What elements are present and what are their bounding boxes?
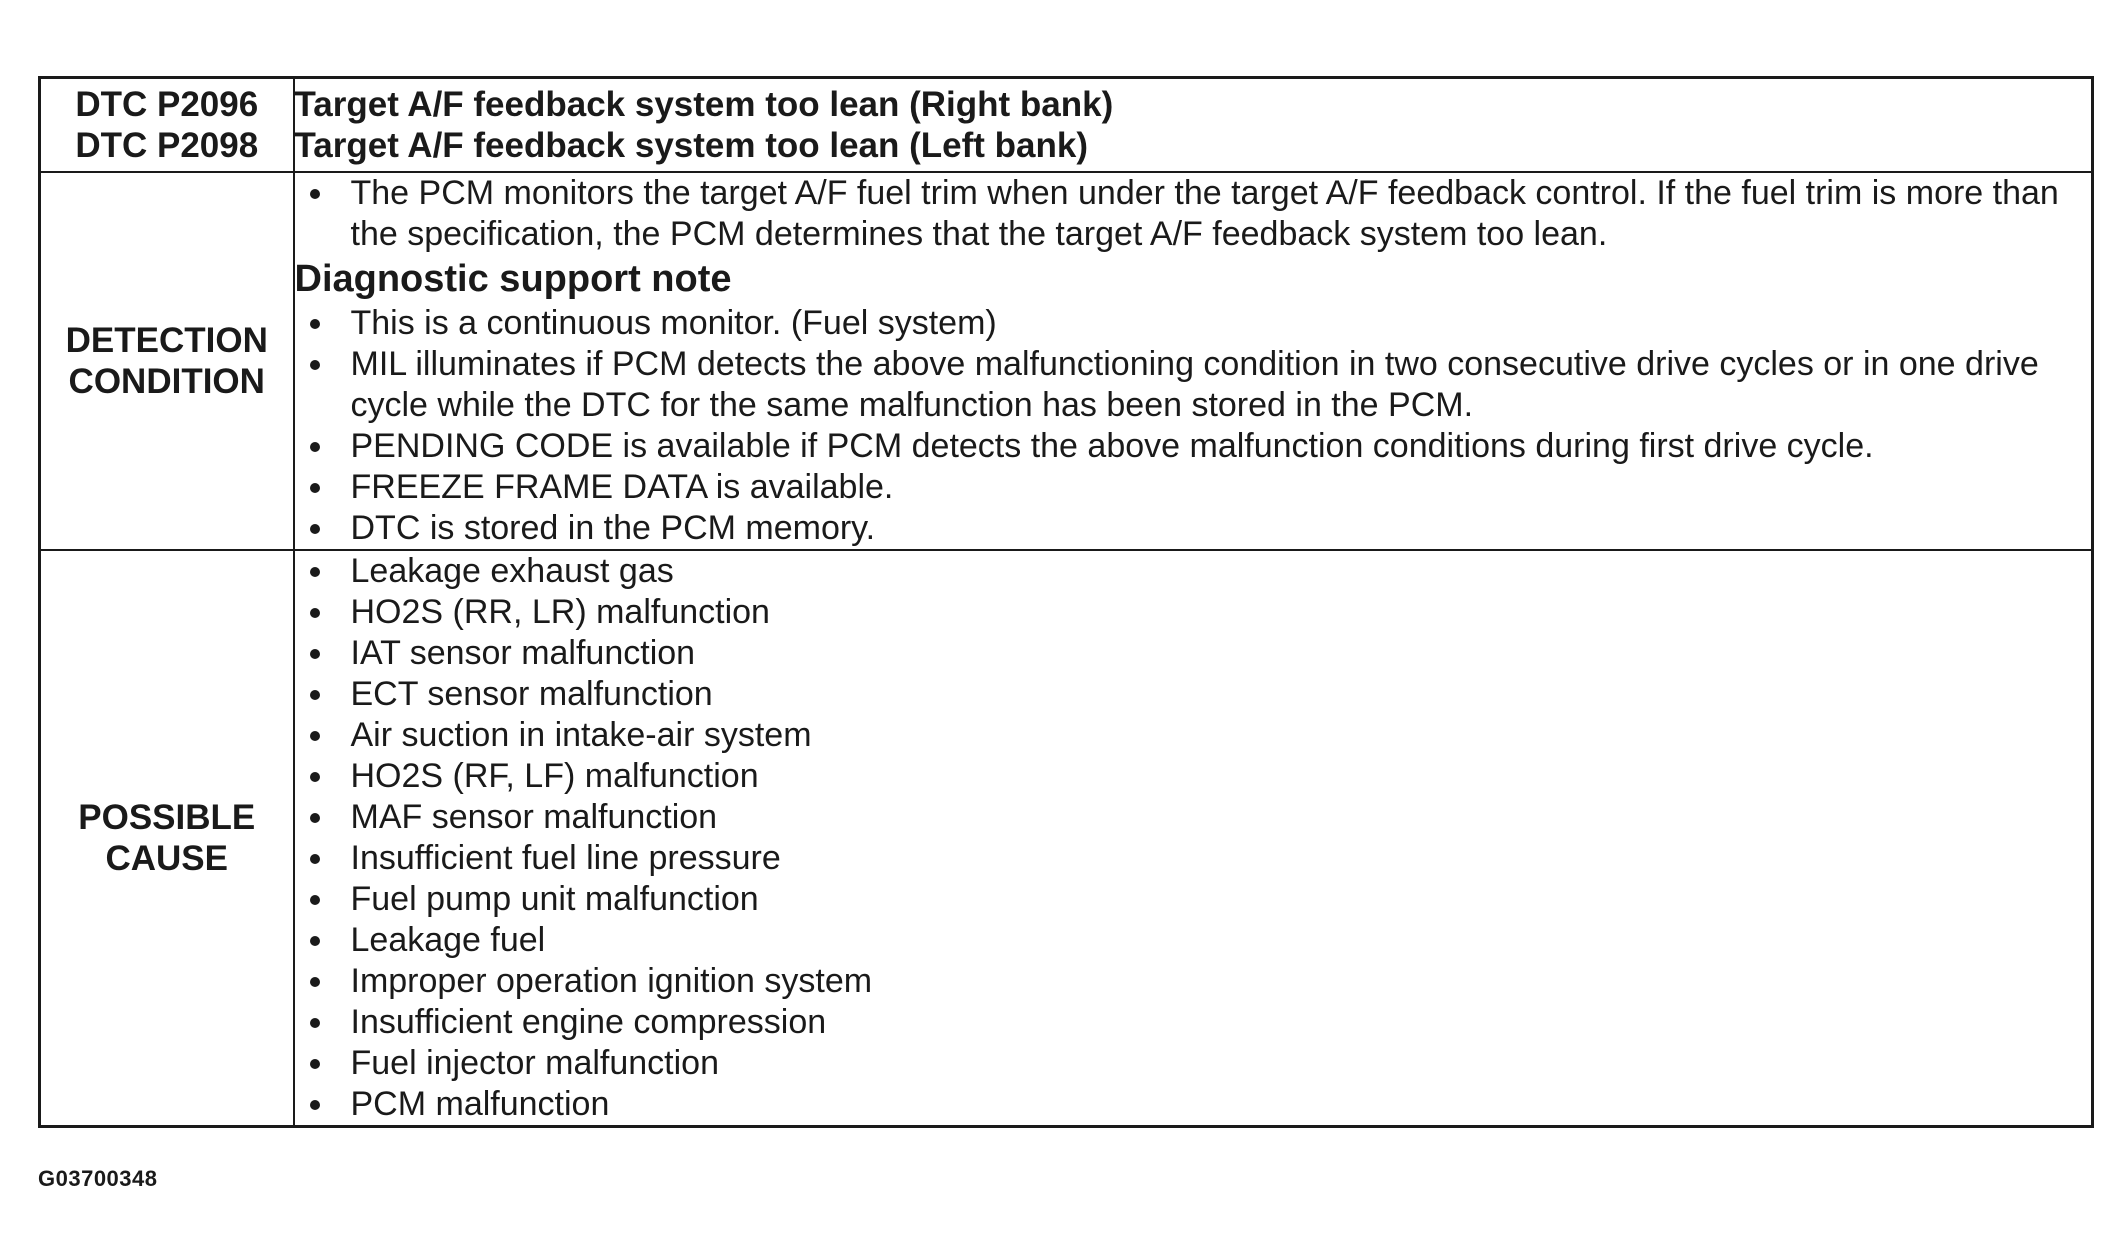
dtc-header-row — [40, 78, 2093, 173]
list-item: ECT sensor malfunction — [295, 674, 2092, 715]
list-item: IAT sensor malfunction — [295, 633, 2092, 674]
list-item: Fuel pump unit malfunction — [295, 879, 2092, 920]
possible-cause-list — [295, 551, 2092, 1125]
list-item: FREEZE FRAME DATA is available. — [295, 467, 2092, 508]
diagnostic-support-heading: Diagnostic support note — [294, 258, 732, 300]
dtc-table — [38, 76, 2094, 1128]
list-item: Fuel injector malfunction — [295, 1043, 2092, 1084]
list-item: MIL illuminates if PCM detects the above malfunctioning condition in two consecutive drive cycles or in one drive cycle while the DTC for the same malfunction has been stored in the PCM. — [295, 344, 2092, 426]
dtc-code: DTC P2098 — [75, 126, 259, 165]
dtc-code: DTC P2096 — [75, 85, 259, 124]
list-item: DTC is stored in the PCM memory. — [295, 508, 2092, 549]
possible-cause-content — [294, 550, 2093, 1127]
list-item: PENDING CODE is available if PCM detects the above malfunction conditions during first drive cycle. — [295, 426, 2092, 467]
list-item: This is a continuous monitor. (Fuel system) — [295, 303, 2092, 344]
list-item: HO2S (RR, LR) malfunction — [295, 592, 2092, 633]
list-item: MAF sensor malfunction — [295, 797, 2092, 838]
detection-condition-content — [294, 172, 2093, 550]
list-item: The PCM monitors the target A/F fuel trim when under the target A/F feedback control. If the fuel trim is more than the specification, the PCM determines that the target A/F feedback system too lean. — [295, 173, 2092, 255]
dtc-code-cell — [40, 78, 294, 173]
figure-code: G03700348 — [38, 1166, 158, 1191]
dtc-description-cell — [294, 78, 2093, 173]
detection-intro-list — [295, 173, 2092, 255]
diagnostic-notes-list — [295, 303, 2092, 549]
dtc-description: Target A/F feedback system too lean (Left bank) — [294, 126, 1088, 165]
list-item: Leakage exhaust gas — [295, 551, 2092, 592]
list-item: HO2S (RF, LF) malfunction — [295, 756, 2092, 797]
possible-cause-row — [40, 550, 2093, 1127]
list-item: PCM malfunction — [295, 1084, 2092, 1125]
list-item: Insufficient fuel line pressure — [295, 838, 2092, 879]
detection-condition-row — [40, 172, 2093, 550]
list-item: Air suction in intake-air system — [295, 715, 2092, 756]
possible-cause-label: POSSIBLE CAUSE — [40, 550, 294, 1127]
dtc-description: Target A/F feedback system too lean (Right bank) — [294, 85, 1114, 124]
list-item: Improper operation ignition system — [295, 961, 2092, 1002]
list-item: Leakage fuel — [295, 920, 2092, 961]
detection-condition-label: DETECTION CONDITION — [40, 172, 294, 550]
list-item: Insufficient engine compression — [295, 1002, 2092, 1043]
